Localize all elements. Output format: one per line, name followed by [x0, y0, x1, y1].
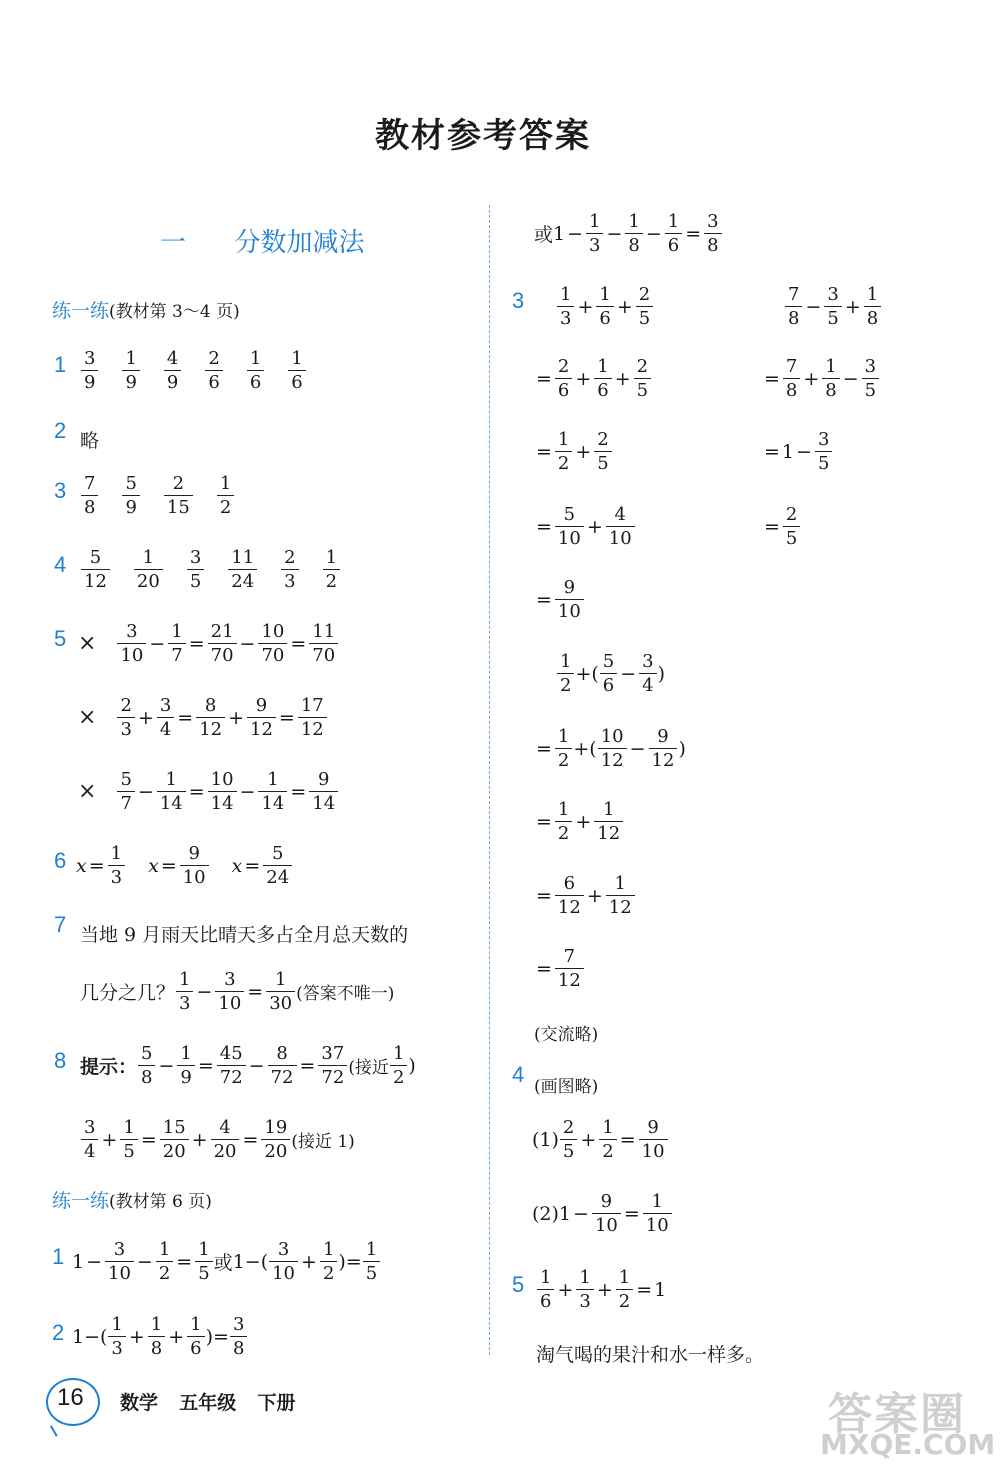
footer-volume: 下册	[257, 1392, 296, 1414]
answer-text: 淘气喝的果汁和水一样多。	[536, 1344, 765, 1366]
answer-row: × $\frac{2}{3}$ + $\frac{3}{4}$ = $\frac{8}{12}$ + $\frac{9}{12}$ = $\frac{17}{12}$	[78, 694, 328, 741]
column-divider	[489, 205, 490, 1355]
section-ref: (教材第 6 页)	[109, 1192, 212, 1212]
calc-step: = $\frac{2}{6}$ + $\frac{1}{6}$ + $\frac{2}{5}$	[534, 355, 652, 402]
answer-row: $\frac{3}{4}$ + $\frac{1}{5}$ = $\frac{15}{20}$ + $\frac{4}{20}$ = $\frac{19}{20}$ (接近 1)	[80, 1116, 355, 1163]
calc-step: = $\frac{1}{2}$ + $\frac{2}{5}$	[534, 428, 613, 475]
calc-step: $\frac{1}{2}$ +( $\frac{5}{6}$ − $\frac{3}{4}$ )	[556, 650, 665, 697]
section-header-2	[52, 1186, 212, 1213]
page-number: 16	[57, 1384, 84, 1411]
footer-grade: 五年级	[179, 1392, 237, 1414]
section-ref: (教材第 3～4 页)	[109, 302, 240, 322]
answer-row: x = $\frac{1}{3}$ x = $\frac{9}{10}$ x = $\frac{5}{24}$	[76, 842, 293, 889]
question-number: 2	[52, 1320, 65, 1345]
answer-text: 当地 9 月雨天比晴天多占全月总天数的	[80, 924, 409, 946]
answer-text: 几分之几？	[80, 982, 176, 1004]
answer-row: × $\frac{5}{7}$ − $\frac{1}{14}$ = $\frac{10}{14}$ − $\frac{1}{14}$ = $\frac{9}{14}$	[78, 768, 339, 815]
answer-row: $\frac{7}{8}$ $\frac{5}{9}$ $\frac{2}{15}$ $\frac{1}{2}$	[80, 472, 235, 519]
chapter-heading	[160, 222, 365, 259]
calc-step: = $\frac{9}{10}$	[534, 576, 585, 623]
answer-row: 提示： $\frac{5}{8}$ − $\frac{1}{9}$ = $\frac{45}{72}$ − $\frac{8}{72}$ = $\frac{37}{72}$ (接近 $\frac{1}{2}$ )	[80, 1043, 416, 1088]
question-number: 3	[512, 288, 525, 313]
question-number: 1	[54, 352, 67, 377]
answer-text: 略	[80, 430, 100, 452]
answer-row: (2) 1 − $\frac{9}{10}$ = $\frac{1}{10}$	[532, 1190, 673, 1237]
question-number: 5	[512, 1272, 525, 1297]
question-number: 2	[54, 418, 67, 443]
calc-step: $\frac{1}{3}$ + $\frac{1}{6}$ + $\frac{2}{5}$	[556, 283, 654, 330]
chapter-name: 分数加减法	[234, 227, 365, 257]
calc-step: = $\frac{1}{2}$ +( $\frac{10}{12}$ − $\frac{9}{12}$ )	[536, 726, 686, 771]
calc-step: = $\frac{7}{12}$	[534, 945, 585, 992]
note: (接近 1)	[291, 1132, 355, 1152]
answer-row: × $\frac{3}{10}$ − $\frac{1}{7}$ = $\frac{21}{70}$ − $\frac{10}{70}$ = $\frac{11}{70}$	[78, 620, 339, 667]
answer-row: 或 1 − $\frac{1}{3}$ − $\frac{1}{8}$ − $\frac{1}{6}$ = $\frac{3}{8}$	[534, 210, 723, 257]
section-label: 练一练	[52, 1191, 110, 1212]
footer-book	[120, 1388, 296, 1415]
calc-step: = $\frac{5}{10}$ + $\frac{4}{10}$	[534, 503, 636, 550]
part-label: (2)	[532, 1202, 559, 1225]
answer-row: $\frac{1}{6}$ + $\frac{1}{3}$ + $\frac{1}{2}$ = 1	[536, 1266, 666, 1313]
calc-step: $\frac{7}{8}$ − $\frac{3}{5}$ + $\frac{1}{8}$	[784, 283, 882, 330]
or-word: 或	[534, 224, 554, 246]
answer-row: $\frac{5}{12}$ $\frac{1}{20}$ $\frac{3}{5}$ $\frac{11}{24}$ $\frac{2}{3}$ $\frac{1}{2}$	[80, 546, 341, 593]
question-number: 3	[54, 478, 67, 503]
calc-step: = $\frac{7}{8}$ + $\frac{1}{8}$ − $\frac{3}{5}$	[762, 355, 880, 402]
calc-step: = $\frac{2}{5}$	[762, 503, 801, 550]
footer-subject: 数学	[120, 1392, 159, 1414]
watermark-url: MXQE.COM	[820, 1428, 996, 1461]
answer-row: 1 − $\frac{3}{10}$ − $\frac{1}{2}$ = $\frac{1}{5}$ 或 1−( $\frac{3}{10}$ + $\frac{1}{2}$ )= $\frac{1}{5}$	[72, 1238, 381, 1285]
answer-row: $\frac{3}{9}$ $\frac{1}{9}$ $\frac{4}{9}$ $\frac{2}{6}$ $\frac{1}{6}$ $\frac{1}{6}$	[80, 347, 307, 394]
or-word: 或	[213, 1252, 233, 1274]
calc-step: = 1 − $\frac{3}{5}$	[762, 428, 833, 475]
calc-step: = $\frac{1}{2}$ + $\frac{1}{12}$	[534, 798, 624, 845]
answer-row: 几分之几？ $\frac{1}{3}$ − $\frac{3}{10}$ = $\frac{1}{30}$ (答案不唯一)	[80, 969, 395, 1014]
question-number: 7	[54, 912, 67, 937]
question-number: 4	[54, 552, 67, 577]
question-number: 5	[54, 626, 67, 651]
calc-step: = $\frac{6}{12}$ + $\frac{1}{12}$	[534, 872, 636, 919]
question-number: 8	[54, 1048, 67, 1073]
chapter-number: 一	[160, 227, 187, 257]
question-number: 1	[52, 1244, 65, 1269]
answer-row: 1−( $\frac{1}{3}$ + $\frac{1}{8}$ + $\frac{1}{6}$ )= $\frac{3}{8}$	[72, 1313, 248, 1360]
question-number: 4	[512, 1062, 525, 1087]
section-label: 练一练	[52, 301, 110, 322]
section-header-1	[52, 296, 240, 323]
question-number: 6	[54, 848, 67, 873]
answer-row: (1) $\frac{2}{5}$ + $\frac{1}{2}$ = $\frac{9}{10}$	[532, 1116, 669, 1163]
note: (交流略)	[534, 1025, 599, 1045]
note: (答案不唯一)	[296, 984, 395, 1004]
page-title: 教材参考答案	[375, 116, 591, 156]
note: (画图略)	[534, 1077, 599, 1097]
hint-label: 提示：	[80, 1056, 138, 1078]
note: (接近	[348, 1058, 389, 1078]
watermark-logo: 答案圈	[828, 1389, 966, 1440]
part-label: (1)	[532, 1128, 559, 1151]
